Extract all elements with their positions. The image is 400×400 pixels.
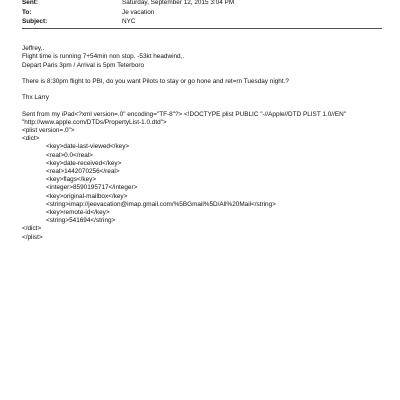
flight-time-line: Flight time is running 7+54min non stop. -53kt headwind,. bbox=[22, 53, 185, 61]
plist-entry-line: <key>flags</key> bbox=[46, 176, 97, 184]
sent-label: Sent: bbox=[22, 0, 38, 6]
plist-open-line: <plist version=.0"> bbox=[22, 127, 75, 135]
pbi-question-line: There is 8:30pm flight to PBI, do you want Pilots to stay or go hone and ret=rn Tuesday night.? bbox=[22, 77, 289, 85]
plist-entry-line: <key>date-last-viewed</key> bbox=[46, 143, 130, 151]
header-row-to bbox=[22, 8, 392, 18]
spacer bbox=[22, 103, 392, 111]
header-row-sent bbox=[22, 0, 392, 8]
plist-entry-line: <string>imap://jeevacation@imap.gmail.com/%5BGmail%5D/All%20Mail</string> bbox=[46, 200, 276, 208]
email-header bbox=[22, 0, 392, 27]
to-value: Je vacation bbox=[122, 8, 155, 16]
depart-line: Depart Paris 3pm / Arrival is 5pm Teterboro bbox=[22, 61, 145, 69]
sent-from-line: Sent from my iPad<?xml version=.0" encoding="TF-8"?> <!DOCTYPE plist PUBLIC "-//Apple//DTD PLIST 1.0//EN" bbox=[22, 110, 346, 118]
signoff-line: Thx Larry bbox=[22, 94, 49, 102]
dtd-url-line: "http://www.apple.com/DTDs/PropertyList-1.0.dtd"> bbox=[22, 118, 167, 126]
dict-close-line: </dict> bbox=[22, 225, 42, 233]
dict-open-line: <dict> bbox=[22, 135, 40, 143]
header-row-subject bbox=[22, 17, 392, 27]
spacer bbox=[22, 86, 392, 94]
plist-entry-line: <key>remote-id</key> bbox=[46, 208, 110, 216]
subject-value: NYC bbox=[122, 18, 136, 25]
sent-value: Saturday, September 12, 2015 3:04 PM bbox=[122, 0, 235, 6]
plist-entry-line: <integer>8590195717</integer> bbox=[46, 184, 138, 192]
greeting-line: Jeffrey,. bbox=[22, 45, 45, 53]
plist-entry-line: <string>541694</string> bbox=[46, 217, 116, 225]
spacer bbox=[22, 70, 392, 78]
plist-entry-line: <real>1442070256</real> bbox=[46, 168, 120, 175]
spacer bbox=[22, 37, 392, 45]
header-divider bbox=[22, 28, 382, 29]
plist-entry-line: <real>0.0</real> bbox=[46, 151, 93, 159]
plist-entry-line: <key>date-received</key> bbox=[46, 159, 122, 167]
to-label: To: bbox=[22, 8, 32, 16]
subject-label: Subject: bbox=[22, 18, 48, 25]
email-body bbox=[22, 37, 392, 242]
plist-entry-line: <key>original-mailbox</key> bbox=[46, 192, 128, 200]
plist-close-line: </plist> bbox=[22, 233, 43, 241]
